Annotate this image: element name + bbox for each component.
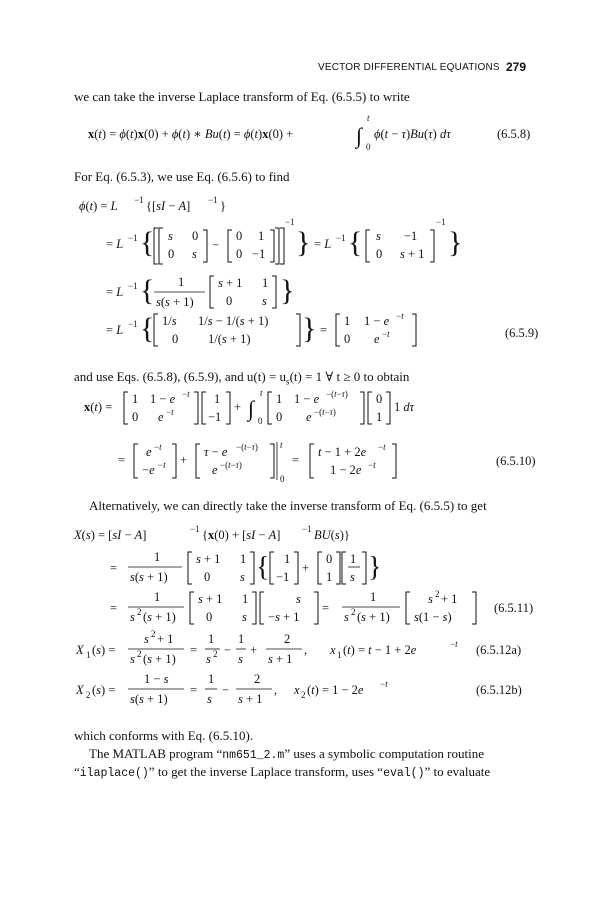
- svg-text:1: 1: [132, 392, 139, 406]
- svg-text:−e: −e: [142, 463, 155, 477]
- svg-text:1: 1: [154, 590, 161, 604]
- svg-text:=: =: [190, 643, 198, 657]
- svg-text:0: 0: [236, 229, 243, 243]
- svg-text:−: −: [222, 683, 230, 697]
- svg-text:−1: −1: [302, 524, 312, 534]
- svg-text:t: t: [260, 388, 263, 398]
- svg-text:s: s: [262, 294, 267, 308]
- svg-text:−t: −t: [154, 442, 162, 452]
- svg-text:1: 1: [238, 632, 245, 646]
- svg-text:}: }: [280, 274, 295, 307]
- equation-number-6-5-8: (6.5.8): [497, 127, 531, 141]
- svg-text:−t: −t: [382, 329, 390, 339]
- svg-text:= L: = L: [106, 285, 124, 299]
- svg-text:−: −: [212, 238, 220, 252]
- svg-text:0: 0: [376, 247, 383, 261]
- svg-text:s(s + 1): s(s + 1): [156, 295, 194, 309]
- equation-number-6-5-12b: (6.5.12b): [476, 683, 522, 697]
- svg-text:(t) = 1 − 2e: (t) = 1 − 2e: [307, 683, 364, 697]
- svg-text:2: 2: [151, 629, 156, 639]
- svg-text:1/s − 1/(s + 1): 1/s − 1/(s + 1): [198, 314, 269, 328]
- svg-text:s(s + 1): s(s + 1): [130, 692, 168, 706]
- svg-text:x: x: [330, 643, 336, 657]
- svg-text:e: e: [158, 410, 164, 424]
- svg-text:}: }: [220, 199, 226, 213]
- svg-text:(s) =: (s) =: [92, 683, 116, 697]
- equation-6-5-12a: [75, 629, 458, 666]
- svg-text:−t: −t: [378, 442, 386, 452]
- svg-text:2: 2: [213, 649, 218, 659]
- svg-text:0: 0: [192, 229, 199, 243]
- svg-text:−1: −1: [436, 217, 446, 227]
- svg-text:s + 1: s + 1: [218, 276, 243, 290]
- svg-text:0: 0: [236, 247, 243, 261]
- svg-text:,: ,: [304, 643, 308, 657]
- svg-text:s: s: [428, 592, 433, 606]
- svg-text:s: s: [344, 610, 349, 624]
- svg-text:1: 1: [262, 276, 269, 290]
- svg-text:s(s + 1): s(s + 1): [130, 570, 168, 584]
- svg-text:∫: ∫: [356, 123, 363, 148]
- svg-text:2: 2: [254, 672, 261, 686]
- svg-text:−1: −1: [134, 195, 144, 205]
- svg-text:}: }: [368, 552, 382, 583]
- svg-text:s + 1: s + 1: [238, 692, 263, 706]
- svg-text:t: t: [367, 113, 370, 123]
- paragraph-for-eq: For Eq. (6.5.3), we use Eq. (6.5.6) to find: [74, 169, 290, 184]
- svg-text:{: {: [140, 226, 155, 259]
- svg-text:+ 1: + 1: [441, 592, 458, 606]
- svg-text:1: 1: [258, 229, 265, 243]
- svg-text:}: }: [448, 226, 463, 259]
- svg-text:2: 2: [137, 607, 142, 617]
- svg-text:0: 0: [204, 570, 211, 584]
- equation-phi-step-2: [106, 274, 294, 309]
- equation-6-5-10-line-2: [118, 440, 396, 484]
- svg-text:−t: −t: [368, 460, 376, 470]
- svg-text:1 − e: 1 − e: [294, 392, 320, 406]
- svg-text:e: e: [212, 463, 218, 477]
- svg-text:s: s: [238, 652, 243, 666]
- svg-text:+ 1: + 1: [157, 632, 174, 646]
- svg-text:−(t−τ): −(t−τ): [314, 407, 336, 417]
- svg-text:=: =: [110, 601, 118, 615]
- equation-phi-step-3: [106, 311, 416, 346]
- svg-text:1: 1: [240, 552, 247, 566]
- svg-text:1: 1: [284, 552, 291, 566]
- svg-text:X(s) = [sI − A]: X(s) = [sI − A]: [74, 528, 147, 542]
- svg-text:x: x: [294, 683, 300, 697]
- svg-text:−1: −1: [285, 217, 295, 227]
- svg-text:t − 1 + 2e: t − 1 + 2e: [318, 445, 367, 459]
- svg-text:e: e: [306, 410, 312, 424]
- svg-text:−1: −1: [336, 233, 346, 243]
- svg-text:{: {: [140, 274, 155, 307]
- svg-text:1: 1: [337, 650, 342, 660]
- svg-text:−1: −1: [252, 247, 266, 261]
- paragraph-intro: we can take the inverse Laplace transform of Eq. (6.5.5) to write: [74, 89, 410, 104]
- svg-text:1: 1: [326, 570, 333, 584]
- svg-text:+: +: [250, 643, 258, 657]
- svg-text:,: ,: [274, 683, 278, 697]
- svg-text:BU(s)}: BU(s)}: [314, 528, 350, 542]
- paragraph-and-use: and use Eqs. (6.5.8), (6.5.9), and $u(t) = u_s(t) = 1$ ∀ t ≥ 0 to obtain: [74, 369, 410, 387]
- svg-text:−s + 1: −s + 1: [268, 610, 300, 624]
- svg-text:1 − e: 1 − e: [364, 314, 390, 328]
- svg-text:(t) = t − 1 + 2e: (t) = t − 1 + 2e: [343, 643, 417, 657]
- svg-text:−(t−τ): −(t−τ): [220, 460, 242, 470]
- svg-text:−(t−τ): −(t−τ): [326, 389, 348, 399]
- svg-text:2: 2: [86, 690, 91, 700]
- svg-text:τ − e: τ − e: [204, 445, 228, 459]
- svg-text:x(t) = ϕ(t)x(0) + ϕ(t) ∗ Bu(t): x(t) = ϕ(t)x(0) + ϕ(t) ∗ Bu(t) = ϕ(t)x(0) +: [88, 127, 294, 141]
- svg-text:0: 0: [168, 247, 175, 261]
- equation-6-5-12b: [75, 672, 388, 706]
- svg-text:1 dτ: 1 dτ: [394, 400, 415, 414]
- svg-text:−1: −1: [208, 410, 222, 424]
- svg-text:s + 1: s + 1: [198, 592, 223, 606]
- svg-text:=: =: [320, 323, 328, 337]
- svg-text:2: 2: [351, 607, 356, 617]
- svg-text:s: s: [207, 692, 212, 706]
- svg-text:s: s: [350, 570, 355, 584]
- svg-text:s + 1: s + 1: [268, 652, 293, 666]
- svg-text:(s + 1): (s + 1): [143, 652, 176, 666]
- svg-text:2: 2: [301, 690, 306, 700]
- svg-text:∫: ∫: [248, 396, 255, 421]
- svg-text:{: {: [256, 552, 270, 583]
- equation-number-6-5-12a: (6.5.12a): [476, 643, 522, 657]
- svg-text:1 − 2e: 1 − 2e: [330, 463, 362, 477]
- svg-text:(s + 1): (s + 1): [357, 610, 390, 624]
- svg-text:{: {: [140, 312, 155, 345]
- svg-text:−t: −t: [158, 460, 166, 470]
- svg-text:ϕ(t) = L: ϕ(t) = L: [79, 199, 118, 213]
- svg-text:=: =: [190, 683, 198, 697]
- svg-text:1: 1: [86, 650, 91, 660]
- svg-text:1: 1: [344, 314, 351, 328]
- svg-text:s: s: [130, 610, 135, 624]
- equation-number-6-5-10: (6.5.10): [496, 454, 536, 468]
- svg-text:s(1 − s): s(1 − s): [414, 610, 452, 624]
- svg-text:0: 0: [172, 332, 179, 346]
- svg-text:0: 0: [258, 416, 263, 426]
- svg-text:=: =: [292, 453, 300, 467]
- svg-text:{: {: [348, 226, 363, 259]
- equation-6-5-10-line-1: [84, 388, 415, 426]
- svg-text:1: 1: [350, 552, 357, 566]
- svg-text:+: +: [234, 400, 242, 414]
- svg-text:−1: −1: [128, 281, 138, 291]
- paragraph-alternatively: Alternatively, we can directly take the inverse transform of Eq. (6.5.5) to get: [89, 498, 487, 513]
- svg-text:{x(0) + [sI − A]: {x(0) + [sI − A]: [202, 528, 281, 542]
- svg-text:1: 1: [370, 590, 377, 604]
- page-number: 279: [506, 60, 527, 74]
- svg-text:e: e: [374, 332, 380, 346]
- svg-text:X: X: [76, 643, 84, 657]
- svg-text:s: s: [296, 592, 301, 606]
- svg-text:1: 1: [242, 592, 249, 606]
- svg-text:s: s: [130, 652, 135, 666]
- svg-text:1: 1: [208, 672, 215, 686]
- svg-text:s: s: [144, 632, 149, 646]
- svg-text:2: 2: [284, 632, 291, 646]
- svg-text:(s + 1): (s + 1): [143, 610, 176, 624]
- svg-text:−1: −1: [276, 570, 290, 584]
- svg-text:−1: −1: [128, 319, 138, 329]
- svg-text:s + 1: s + 1: [400, 247, 425, 261]
- svg-text:s: s: [240, 570, 245, 584]
- svg-text:x(t) =: x(t) =: [84, 400, 113, 414]
- svg-text:0: 0: [366, 142, 371, 152]
- svg-text:−t: −t: [182, 389, 190, 399]
- svg-text:s: s: [242, 610, 247, 624]
- svg-text:−t: −t: [450, 639, 458, 649]
- equation-number-6-5-11: (6.5.11): [494, 601, 534, 615]
- svg-text:1 − s: 1 − s: [144, 672, 169, 686]
- svg-text:1/s: 1/s: [162, 314, 177, 328]
- svg-text:0: 0: [276, 410, 283, 424]
- svg-text:{[sI − A]: {[sI − A]: [146, 199, 191, 213]
- svg-text:X: X: [76, 683, 84, 697]
- svg-text:+: +: [180, 453, 188, 467]
- equation-phi-definition: [79, 195, 226, 213]
- svg-text:2: 2: [435, 589, 440, 599]
- svg-text:= L: = L: [106, 323, 124, 337]
- svg-text:0: 0: [326, 552, 333, 566]
- svg-text:−1: −1: [190, 524, 200, 534]
- svg-text:s + 1: s + 1: [196, 552, 221, 566]
- paragraph-conforms: which conforms with Eq. (6.5.10).: [74, 728, 254, 743]
- svg-text:=: =: [110, 561, 118, 575]
- svg-text:1: 1: [276, 392, 283, 406]
- svg-text:0: 0: [132, 410, 139, 424]
- svg-text:1 − e: 1 − e: [150, 392, 176, 406]
- svg-text:s: s: [376, 229, 381, 243]
- svg-text:0: 0: [280, 474, 285, 484]
- svg-text:(s) =: (s) =: [92, 643, 116, 657]
- svg-text:s: s: [168, 229, 173, 243]
- svg-text:−1: −1: [208, 195, 218, 205]
- equation-number-6-5-9: (6.5.9): [505, 326, 539, 340]
- svg-text:s: s: [206, 652, 211, 666]
- svg-text:2: 2: [137, 649, 142, 659]
- svg-text:t: t: [280, 440, 283, 450]
- equation-6-5-11: [110, 589, 476, 624]
- paragraph-matlab-1: The MATLAB program “nm651_2.m” uses a symbolic computation routine: [89, 746, 484, 762]
- svg-text:−(t−τ): −(t−τ): [236, 442, 258, 452]
- svg-text:1/(s + 1): 1/(s + 1): [208, 332, 251, 346]
- svg-text:−1: −1: [404, 229, 418, 243]
- svg-text:1: 1: [154, 550, 161, 564]
- svg-text:0: 0: [226, 294, 233, 308]
- svg-text:0: 0: [376, 392, 383, 406]
- equation-capital-x-step-1: [110, 550, 381, 584]
- svg-text:= L: = L: [106, 237, 124, 251]
- svg-text:+: +: [302, 561, 310, 575]
- running-header-title: VECTOR DIFFERENTIAL EQUATIONS: [318, 62, 500, 73]
- equation-6-5-8: [88, 113, 451, 152]
- svg-text:}: }: [296, 226, 311, 259]
- svg-text:0: 0: [344, 332, 351, 346]
- svg-text:−: −: [224, 643, 232, 657]
- svg-text:= L: = L: [314, 237, 332, 251]
- svg-text:=: =: [118, 453, 126, 467]
- svg-text:−t: −t: [166, 407, 174, 417]
- svg-text:1: 1: [376, 410, 383, 424]
- svg-text:s: s: [192, 247, 197, 261]
- equation-phi-step-1: [106, 217, 462, 264]
- equation-capital-x-s: [73, 524, 350, 542]
- paragraph-matlab-2: “ilaplace()” to get the inverse Laplace transform, uses “eval()” to evaluate: [74, 764, 491, 780]
- svg-text:e: e: [146, 445, 152, 459]
- svg-text:1: 1: [178, 275, 185, 289]
- svg-text:0: 0: [206, 610, 213, 624]
- svg-text:−1: −1: [128, 233, 138, 243]
- svg-text:ϕ(t − τ)Bu(τ) dτ: ϕ(t − τ)Bu(τ) dτ: [374, 127, 451, 141]
- svg-text:1: 1: [214, 392, 221, 406]
- svg-text:=: =: [322, 601, 330, 615]
- svg-text:−t: −t: [396, 311, 404, 321]
- svg-text:}: }: [302, 312, 317, 345]
- svg-text:−t: −t: [380, 679, 388, 689]
- svg-text:1: 1: [208, 632, 215, 646]
